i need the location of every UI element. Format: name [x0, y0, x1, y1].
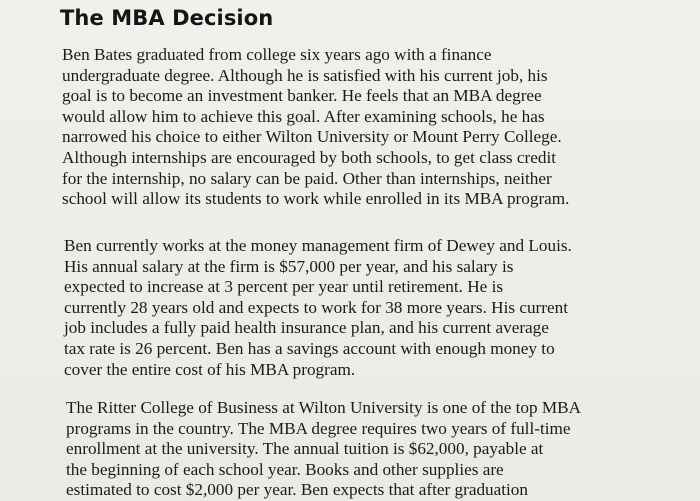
paragraph-1 [62, 45, 569, 210]
text-line: Ben currently works at the money management firm of Dewey and Louis. [64, 236, 572, 255]
text-line: for the internship, no salary can be paid. Other than internships, neither [62, 168, 552, 188]
text-line: cover the entire cost of his MBA program. [64, 359, 356, 379]
paragraph-2 [64, 236, 572, 380]
paragraph-3 [66, 398, 581, 501]
text-line: job includes a fully paid health insurance plan, and his current average [64, 318, 549, 338]
text-line: The Ritter College of Business at Wilton University is one of the top MBA [66, 398, 582, 417]
text-line: programs in the country. The MBA degree requires two years of full-time [66, 418, 571, 438]
text-line: goal is to become an investment banker. He feels that an MBA degree [62, 86, 542, 106]
text-line: expected to increase at 3 percent per year until retirement. He is [64, 277, 504, 297]
text-line: would allow him to achieve this goal. After examining schools, he has [62, 106, 545, 126]
text-line: tax rate is 26 percent. Ben has a savings account with enough money to [64, 338, 555, 358]
page-title: The MBA Decision [60, 6, 274, 30]
text-line: estimated to cost $2,000 per year. Ben expects that after graduation [66, 480, 528, 500]
text-line: His annual salary at the firm is $57,000 per year, and his salary is [64, 256, 514, 276]
text-line: undergraduate degree. Although he is satisfied with his current job, his [62, 65, 548, 85]
text-line: currently 28 years old and expects to work for 38 more years. His current [64, 297, 569, 317]
text-line: enrollment at the university. The annual tuition is $62,000, payable at [66, 439, 544, 459]
text-line: the beginning of each school year. Books and other supplies are [66, 459, 504, 479]
text-line: narrowed his choice to either Wilton University or Mount Perry College. [62, 127, 562, 147]
text-line: Although internships are encouraged by both schools, to get class credit [62, 147, 557, 167]
text-line: school will allow its students to work while enrolled in its MBA program. [62, 189, 570, 209]
text-line: Ben Bates graduated from college six years ago with a finance [62, 45, 492, 64]
